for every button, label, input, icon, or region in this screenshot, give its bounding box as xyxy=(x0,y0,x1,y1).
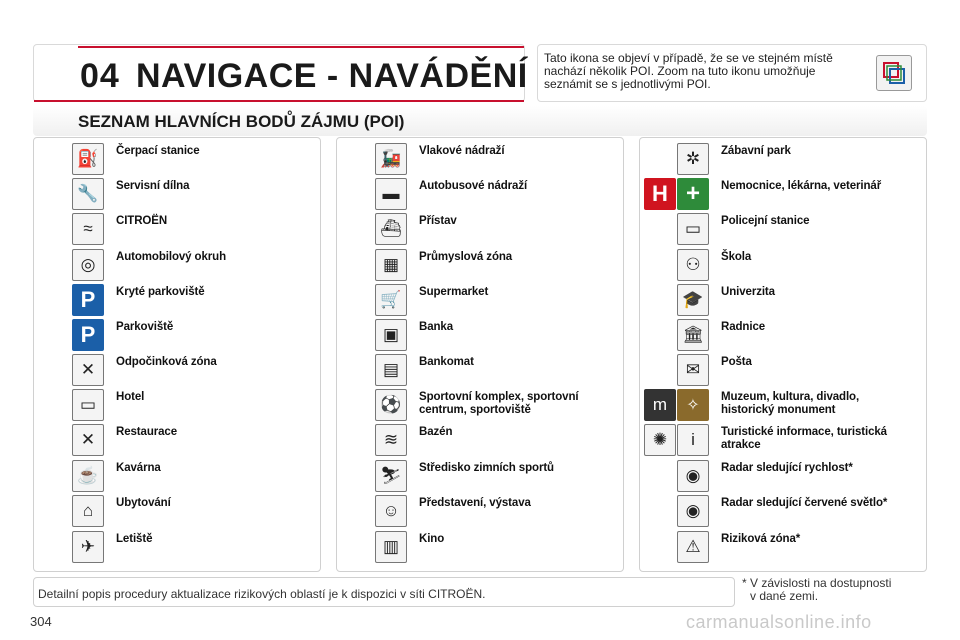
hospital-icon: H xyxy=(644,178,676,210)
poi-item xyxy=(677,460,709,492)
poi-item xyxy=(677,213,709,245)
pharmacy-cross-icon: + xyxy=(677,178,709,210)
poi-label: Supermarket xyxy=(419,286,489,298)
poi-item xyxy=(677,143,709,175)
bus-icon: ▬ xyxy=(375,178,407,210)
poi-item xyxy=(72,460,104,492)
poi-label: Univerzita xyxy=(721,286,775,298)
poi-label: Zábavní park xyxy=(721,145,791,157)
poi-label: Průmyslová zóna xyxy=(419,251,513,263)
atm-icon: ▤ xyxy=(375,354,407,386)
red-light-camera-icon: ◉ xyxy=(677,495,709,527)
poi-item xyxy=(72,284,104,316)
note-text: Tato ikona se objeví v případě, že se ve stejném místě nachází několik POI. Zoom na tuto ikonu umožňuje seznámit se s jednotlivými POI. xyxy=(544,51,833,91)
chapter-title: NAVIGACE - NAVÁDĚNÍ xyxy=(136,57,528,95)
poi-item xyxy=(375,213,407,245)
chapter-number: 04 xyxy=(80,57,120,95)
restaurant-icon: ✕ xyxy=(72,424,104,456)
speed-camera-icon: ◉ xyxy=(677,460,709,492)
poi-label: Banka xyxy=(419,321,454,333)
swimming-pool-icon: ≋ xyxy=(375,424,407,456)
risk-zone-icon: ⚠ xyxy=(677,531,709,563)
poi-label: Radar sledující červené světlo* xyxy=(721,497,888,509)
poi-item xyxy=(72,389,104,421)
poi-item xyxy=(72,531,104,563)
poi-item xyxy=(677,319,709,351)
poi-label: Přístav xyxy=(419,215,457,227)
university-icon: 🎓 xyxy=(677,284,709,316)
harbor-ship-icon: ⛴ xyxy=(375,213,407,245)
poi-item xyxy=(72,424,104,456)
bank-icon: ▣ xyxy=(375,319,407,351)
poi-item xyxy=(677,284,709,316)
ski-icon: ⛷ xyxy=(375,460,407,492)
poi-label: Riziková zóna* xyxy=(721,533,801,545)
covered-parking-icon: P xyxy=(72,284,104,316)
citroen-logo-icon: ≈ xyxy=(72,213,104,245)
poi-item xyxy=(644,178,709,210)
poi-label: Kavárna xyxy=(116,462,161,474)
poi-item xyxy=(644,389,709,421)
poi-label: Parkoviště xyxy=(116,321,174,333)
poi-label: Sportovní komplex, sportovní centrum, sportoviště xyxy=(419,391,579,416)
poi-item xyxy=(72,143,104,175)
poi-item xyxy=(375,354,407,386)
poi-label: Odpočinková zóna xyxy=(116,356,217,368)
poi-label: Čerpací stanice xyxy=(116,145,200,157)
poi-label: Restaurace xyxy=(116,426,178,438)
shopping-cart-icon: 🛒 xyxy=(375,284,407,316)
section-title: SEZNAM HLAVNÍCH BODŮ ZÁJMU (POI) xyxy=(78,112,405,131)
poi-item xyxy=(375,460,407,492)
page-number: 304 xyxy=(30,614,52,629)
info-icon: i xyxy=(677,424,709,456)
footnote-line1: * V závislosti na dostupnosti xyxy=(742,576,892,590)
poi-label: Kryté parkoviště xyxy=(116,286,205,298)
poi-item xyxy=(375,284,407,316)
footer-text: Detailní popis procedury aktualizace rizikových oblastí je k dispozici v síti CITROËN. xyxy=(38,587,486,601)
poi-label: Ubytování xyxy=(116,497,171,509)
footnote xyxy=(742,577,891,603)
poi-label: Představení, výstava xyxy=(419,497,531,509)
poi-item xyxy=(677,354,709,386)
poi-item xyxy=(375,143,407,175)
sport-icon: ⚽ xyxy=(375,389,407,421)
poi-item xyxy=(677,249,709,281)
poi-item xyxy=(72,249,104,281)
town-hall-icon: 🏛 xyxy=(677,319,709,351)
poi-item xyxy=(644,424,709,456)
airplane-icon: ✈ xyxy=(72,531,104,563)
poi-label: CITROËN xyxy=(116,215,168,227)
poi-item xyxy=(72,319,104,351)
poi-item xyxy=(375,495,407,527)
poi-item xyxy=(72,213,104,245)
theater-masks-icon: ☺ xyxy=(375,495,407,527)
poi-item xyxy=(375,249,407,281)
poi-label: Turistické informace, turistická atrakce xyxy=(721,426,887,451)
poi-label: Hotel xyxy=(116,391,145,403)
multi-poi-icon xyxy=(876,55,912,91)
header-accent-line-bottom xyxy=(34,100,524,102)
race-track-icon: ◎ xyxy=(72,249,104,281)
footnote-line2: v dané zemi. xyxy=(750,589,819,603)
poi-label: Policejní stanice xyxy=(721,215,810,227)
poi-item xyxy=(375,389,407,421)
poi-label: Nemocnice, lékárna, veterinář xyxy=(721,180,882,192)
film-icon: ▥ xyxy=(375,531,407,563)
poi-label: Servisní dílna xyxy=(116,180,190,192)
watermark: carmanualsonline.info xyxy=(686,612,872,632)
poi-label: Škola xyxy=(721,251,752,263)
ferris-wheel-icon: ✲ xyxy=(677,143,709,175)
mail-envelope-icon: ✉ xyxy=(677,354,709,386)
poi-label: Pošta xyxy=(721,356,752,368)
school-icon: ⚇ xyxy=(677,249,709,281)
industrial-zone-icon: ▦ xyxy=(375,249,407,281)
poi-item xyxy=(677,495,709,527)
poi-item xyxy=(72,354,104,386)
header-accent-line xyxy=(78,46,524,48)
monument-icon: ✧ xyxy=(677,389,709,421)
poi-item xyxy=(677,531,709,563)
poi-item xyxy=(72,178,104,210)
poi-label: Muzeum, kultura, divadlo, historický monument xyxy=(721,391,860,416)
poi-label: Radnice xyxy=(721,321,766,333)
museum-icon: m xyxy=(644,389,676,421)
wrench-icon: 🔧 xyxy=(72,178,104,210)
poi-label: Kino xyxy=(419,533,445,545)
poi-item xyxy=(375,424,407,456)
poi-item xyxy=(375,319,407,351)
tourist-attraction-icon: ✺ xyxy=(644,424,676,456)
poi-label: Vlakové nádraží xyxy=(419,145,505,157)
poi-label: Radar sledující rychlost* xyxy=(721,462,853,474)
poi-label: Bazén xyxy=(419,426,453,438)
police-icon: ▭ xyxy=(677,213,709,245)
train-icon: 🚂 xyxy=(375,143,407,175)
poi-label: Automobilový okruh xyxy=(116,251,227,263)
fuel-pump-icon: ⛽ xyxy=(72,143,104,175)
rest-area-icon: ✕ xyxy=(72,354,104,386)
poi-label: Bankomat xyxy=(419,356,474,368)
poi-item xyxy=(375,178,407,210)
hotel-bed-icon: ▭ xyxy=(72,389,104,421)
poi-item xyxy=(375,531,407,563)
poi-label: Autobusové nádraží xyxy=(419,180,528,192)
poi-item xyxy=(72,495,104,527)
accommodation-icon: ⌂ xyxy=(72,495,104,527)
poi-label: Středisko zimních sportů xyxy=(419,462,554,474)
poi-label: Letiště xyxy=(116,533,153,545)
parking-icon: P xyxy=(72,319,104,351)
coffee-cup-icon: ☕ xyxy=(72,460,104,492)
